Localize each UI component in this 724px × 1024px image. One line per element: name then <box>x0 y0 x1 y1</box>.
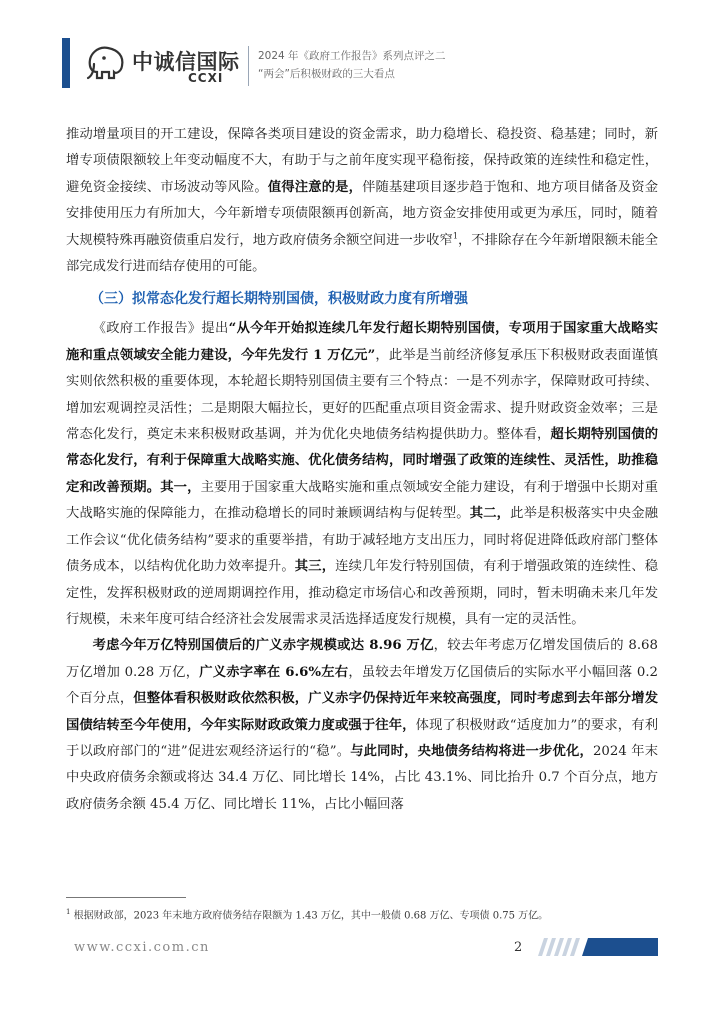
p1-text-1: 推动增量项目的开工建设，保障各类项目建设的资金需求，助力稳增长、稳投资、稳基建；同时，新增专项债限额较上年变动幅度不大，有助于与之前年度实现平稳衔接，保持政策的连续性和稳定性，避免资金接续、市场波动等风险。 <box>66 127 658 195</box>
p2-bold-3: 其二， <box>469 506 511 522</box>
report-title-line2: “两会”后积极财政的三大看点 <box>258 68 395 80</box>
p2-bold-4: 其三， <box>294 559 336 575</box>
p3-bold-3: 但整体看积极财政依然积极，广义赤字仍保持近年来较高强度，同时考虑到去年部分增发国债结转至今年使用，今年实际财政政策力度或强于往年， <box>66 691 659 733</box>
paragraph-2 <box>66 316 658 633</box>
page-header <box>0 0 724 100</box>
footnote-text: 根据财政部，2023 年末地方政府债务结存限额为 1.43 万亿，其中一般债 0.68 万亿、专项债 0.75 万亿。 <box>73 910 549 922</box>
report-title-line1: 2024 年《政府工作报告》系列点评之二 <box>258 50 446 62</box>
p3-text-3: 体现了积极财政“适度加力”的要求，有利于以政府部门的“进”促进宏观经济运行的“稳”。 <box>66 717 658 759</box>
header-divider <box>248 46 249 86</box>
header-accent-bar <box>62 38 70 88</box>
ccxi-logo <box>84 42 240 88</box>
p2-text-2: ，此举是当前经济修复承压下积极财政表面谨慎实则依然积极的重要体现，本轮超长期特别国债主要有三个特点：一是不列赤字，保障财政可持续、增加宏观调控灵活性；二是期限大幅拉长，更好的匹配重点项目资金需求、提升财政资金效率；三是常态化发行，奠定未来积极财政基调，并为优化央地债务结构提供助力。整体看， <box>66 347 658 443</box>
footnote-ref-1[interactable]: 1 <box>452 231 458 241</box>
footer-stripes-icon <box>534 938 658 956</box>
p2-text-5: 连续几年发行特别国债，有利于增强政策的连续性、稳定性，发挥积极财政的逆周期调控作用，推动稳定市场信心和改善预期，同时，暂未明确未来几年发行规模，未来年度可结合经济社会发展需求灵活选择适度发行规模，具有一定的灵活性。 <box>66 559 659 627</box>
p3-bold-2: 广义赤字率在 6.6%左右 <box>199 664 349 680</box>
p3-bold-4: 与此同时，央地债务结构将进一步优化， <box>350 743 593 759</box>
p2-bold-1: “从今年开始拟连续几年发行超长期特别国债，专项用于国家重大战略实施和重点领域安全能力建设，今年先发行 1 万亿元” <box>66 321 659 363</box>
footnote-number: 1 <box>66 908 71 916</box>
p3-bold-1: 考虑今年万亿特别国债后的广义赤字规模或达 8.96 万亿 <box>92 638 434 654</box>
paragraph-1 <box>66 122 658 280</box>
p3-text-4: 2024 年末中央政府债务余额或将达 34.4 万亿、同比增长 14%，占比 43.1%、同比抬升 0.7 个百分点，地方政府债务余额 45.4 万亿、同比增长 11%，占比小幅回落 <box>66 743 658 812</box>
p1-text-2: 伴随基建项目逐步趋于饱和、地方项目储备及资金安排使用压力有所加大，今年新增专项债限额再创新高，地方资金安排使用或更为承压，同时，随着大规模特殊再融资债重启发行，地方政府债务余额空间进一步收窄 <box>66 179 659 248</box>
p3-text-2: ，虽较去年增发万亿国债后的实际水平小幅回落 0.2 个百分点， <box>66 664 659 707</box>
p2-text-4: 此举是积极落实中央金融工作会议“优化债务结构”要求的重要举措，有助于减轻地方支出压力，同时将促进降低政府部门整体债务成本，以结构优化助力效率提升。 <box>66 506 659 575</box>
footnote-separator <box>66 897 186 898</box>
section-3-heading: （三）拟常态化发行超长期特别国债，积极财政力度有所增强 <box>90 291 468 308</box>
p2-text-1: 《政府工作报告》提出 <box>92 321 229 337</box>
p1-bold-1: 值得注意的是， <box>267 179 363 195</box>
footer-website-link[interactable]: www.ccxi.com.cn <box>74 940 210 955</box>
p3-text-1: ，较去年考虑万亿增发国债后的 8.68 万亿增加 0.28 万亿， <box>66 638 658 680</box>
footnote <box>66 905 658 923</box>
logo-chinese-name: 中诚信国际 <box>132 50 240 74</box>
p2-bold-2: 超长期特别国债的常态化发行，有利于保障重大战略实施、优化债务结构，同时增强了政策的连续性、灵活性，助推稳定和改善预期。其一， <box>66 427 659 495</box>
page-number: 2 <box>514 940 523 955</box>
p1-text-3: ，不排除存在今年新增限额未能全部完成发行进而结存使用的可能。 <box>66 232 659 275</box>
paragraph-3 <box>66 633 658 818</box>
document-body <box>66 122 658 818</box>
report-series-title <box>258 47 446 83</box>
logo-english-name: CCXI <box>188 71 224 85</box>
p2-text-3: 主要用于国家重大战略实施和重点领域安全能力建设，有利于增强中长期对重大战略实施的保障能力，在推动稳增长的同时兼顾调结构与促转型。 <box>66 479 659 522</box>
elephant-logo-icon <box>84 42 132 82</box>
